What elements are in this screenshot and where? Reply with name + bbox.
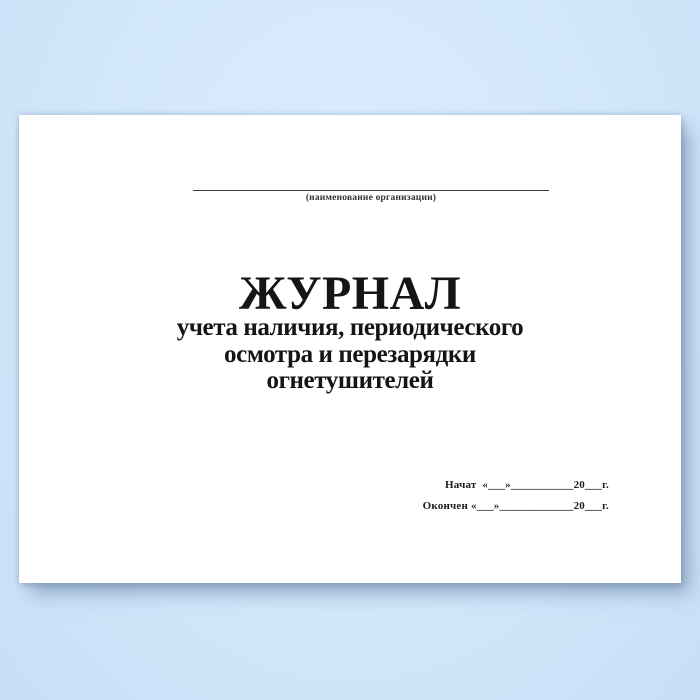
journal-subtitle-line-3: огнетушителей — [266, 367, 434, 394]
journal-title: ЖУРНАЛ — [238, 267, 462, 320]
organization-name-caption: (наименование организации) — [305, 193, 437, 203]
date-block — [423, 475, 609, 517]
journal-subtitle-line-2: осмотра и перезарядки — [224, 340, 476, 368]
finished-date-line: Окончен «___»_____________20___г. — [422, 500, 609, 512]
journal-subtitle-line-1: учета наличия, периодического — [176, 314, 524, 341]
title-block — [19, 267, 681, 320]
started-date-line: Начат «___»___________20___г. — [445, 479, 609, 491]
journal-cover-page — [19, 115, 681, 583]
organization-name-blank-line — [193, 190, 549, 191]
organization-name-block — [193, 190, 549, 203]
journal-subtitle — [19, 315, 681, 395]
